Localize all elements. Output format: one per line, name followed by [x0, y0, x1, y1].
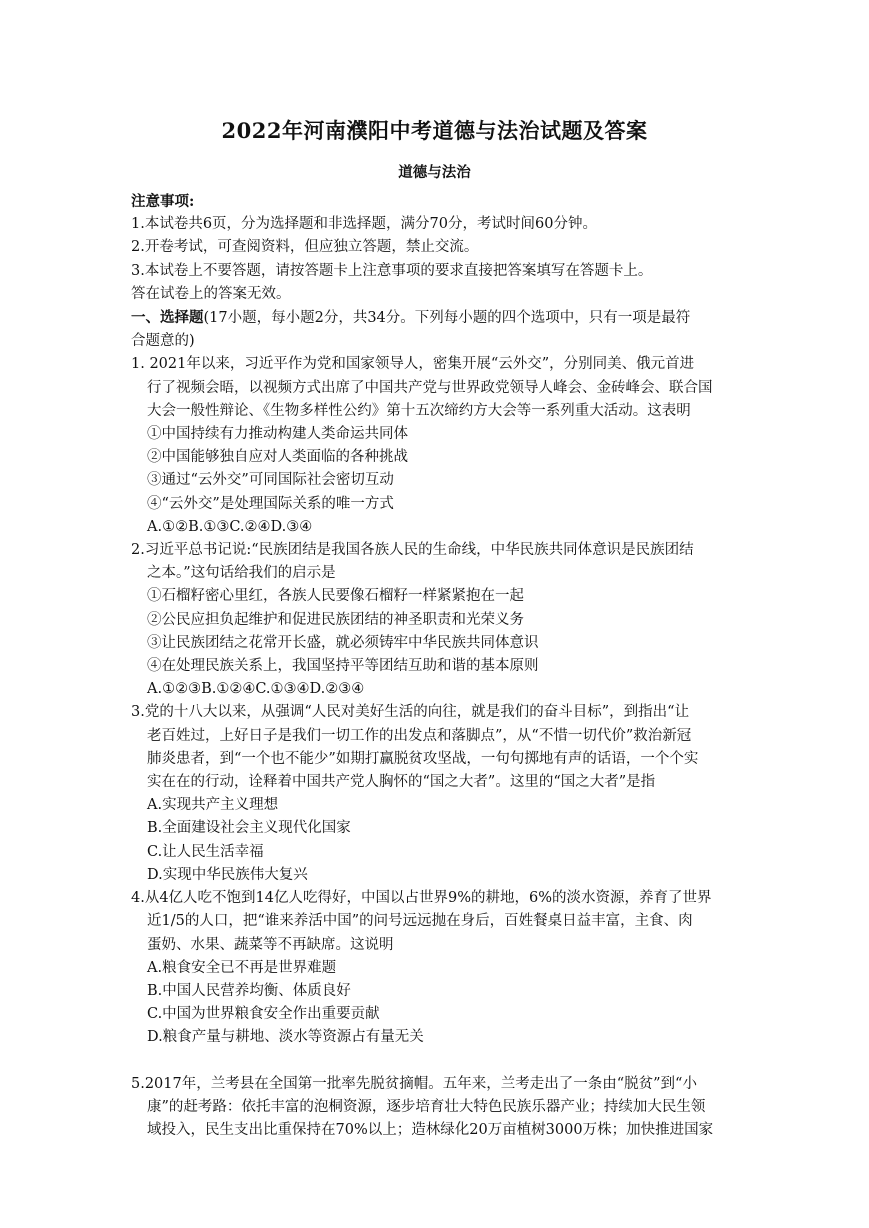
- section-description: (17小题，每小题2分，共34分。下列每小题的四个选项中，只有一项是最符: [203, 310, 691, 327]
- statement-item: ③通过“云外交”可同国际社会密切互动: [147, 472, 394, 489]
- question-5: [131, 1073, 743, 1143]
- notice-item: 2.开卷考试，可查阅资料，但应独立答题，禁止交流。: [131, 239, 479, 256]
- statement-item: ④在处理民族关系上，我国坚持平等团结互助和谐的基本原则: [147, 658, 539, 675]
- notice-item: 3.本试卷上不要答题，请按答题卡上注意事项的要求直接把答案填写在答题卡上。: [131, 262, 653, 279]
- answer-choices: A.①②③B.①②④C.①③④D.②③④: [147, 681, 365, 698]
- answer-option: A.实现共产主义理想: [147, 797, 279, 814]
- section-heading-line: [131, 306, 743, 330]
- answer-option: D.粮食产量与耕地、淡水等资源占有量无关: [147, 1029, 424, 1046]
- statement-item: ③让民族团结之花常开长盛，就必须铸牢中华民族共同体意识: [147, 634, 539, 651]
- answer-option: A.粮食安全已不再是世界难题: [147, 959, 337, 976]
- answer-choices: A.①②B.①③C.②④D.③④: [147, 518, 313, 535]
- notice-heading: 注意事项:: [131, 193, 195, 210]
- question-stem-line: 之本。”这句话给我们的启示是: [147, 565, 336, 582]
- question-stem-line: 3.党的十八大以来，从强调“人民对美好生活的向往，就是我们的奋斗目标”，到指出“让: [131, 704, 690, 721]
- question-stem-line: 肺炎患者，到“一个也不能少”如期打赢脱贫攻坚战，一句句掷地有声的话语，一个个实: [147, 750, 699, 767]
- question-1: [131, 353, 743, 539]
- question-stem-line: 1. 2021年以来，习近平作为党和国家领导人，密集开展“云外交”，分别同美、俄元首进: [131, 356, 695, 373]
- document-body: [131, 190, 743, 1142]
- answer-option: D.实现中华民族伟大复兴: [147, 866, 308, 883]
- page-title: 2022年河南濮阳中考道德与法治试题及答案: [221, 118, 648, 143]
- answer-option: C.让人民生活幸福: [147, 843, 264, 860]
- question-stem-line: 4.从4亿人吃不饱到14亿人吃得好，中国以占世界9%的耕地，6%的淡水资源，养育了世界: [131, 890, 712, 907]
- section-heading: 一、选择题: [131, 309, 204, 327]
- question-stem-line: 大会一般性辩论、《生物多样性公约》第十五次缔约方大会等一系列重大活动。这表明: [147, 402, 691, 419]
- notice-item: 1.本试卷共6页，分为选择题和非选择题，满分70分，考试时间60分钟。: [131, 216, 597, 233]
- statement-item: ②公民应担负起维护和促进民族团结的神圣职责和光荣义务: [147, 611, 524, 628]
- answer-option: B.全面建设社会主义现代化国家: [147, 820, 351, 837]
- page-subtitle: 道德与法治: [398, 164, 471, 181]
- answer-option: C.中国为世界粮食安全作出重要贡献: [147, 1006, 380, 1023]
- statement-item: ④“云外交”是处理国际关系的唯一方式: [147, 495, 394, 512]
- section-description-cont: 合题意的): [131, 333, 195, 350]
- question-stem-line: 近1/5的人口，把“谁来养活中国”的问号远远抛在身后，百姓餐桌日益丰富，主食、肉: [147, 913, 693, 930]
- question-stem-line: 蛋奶、水果、蔬菜等不再缺席。这说明: [147, 936, 394, 953]
- notice-item: 答在试卷上的答案无效。: [131, 285, 291, 302]
- question-stem-line: 老百姓过，上好日子是我们一切工作的出发点和落脚点”，从“不惜一切代价”救治新冠: [147, 727, 692, 744]
- question-stem-line: 2.习近平总书记说:“民族团结是我国各族人民的生命线，中华民族共同体意识是民族团结: [131, 542, 694, 559]
- question-stem-line: 实在在的行动，诠释着中国共产党人胸怀的“国之大者”。这里的“国之大者”是指: [147, 774, 656, 791]
- question-stem-line: 域投入，民生支出比重保持在70%以上；造林绿化20万亩植树3000万株；加快推进国家: [147, 1121, 714, 1138]
- statement-item: ①中国持续有力推动构建人类命运共同体: [147, 426, 408, 443]
- question-stem-line: 行了视频会晤，以视频方式出席了中国共产党与世界政党领导人峰会、金砖峰会、联合国: [147, 379, 713, 396]
- question-3: [131, 701, 743, 887]
- answer-option: B.中国人民营养均衡、体质良好: [147, 982, 351, 999]
- blank-spacer: [131, 1050, 743, 1073]
- question-4: [131, 887, 743, 1049]
- question-stem-line: 康”的赶考路：依托丰富的泡桐资源，逐步培育壮大特色民族乐器产业；持续加大民生领: [147, 1098, 706, 1115]
- question-2: [131, 539, 743, 701]
- statement-item: ②中国能够独自应对人类面临的各种挑战: [147, 449, 408, 466]
- question-stem-line: 5.2017年，兰考县在全国第一批率先脱贫摘帽。五年来，兰考走出了一条由“脱贫”到“小: [131, 1075, 697, 1092]
- statement-item: ①石榴籽密心里红，各族人民要像石榴籽一样紧紧抱在一起: [147, 588, 524, 605]
